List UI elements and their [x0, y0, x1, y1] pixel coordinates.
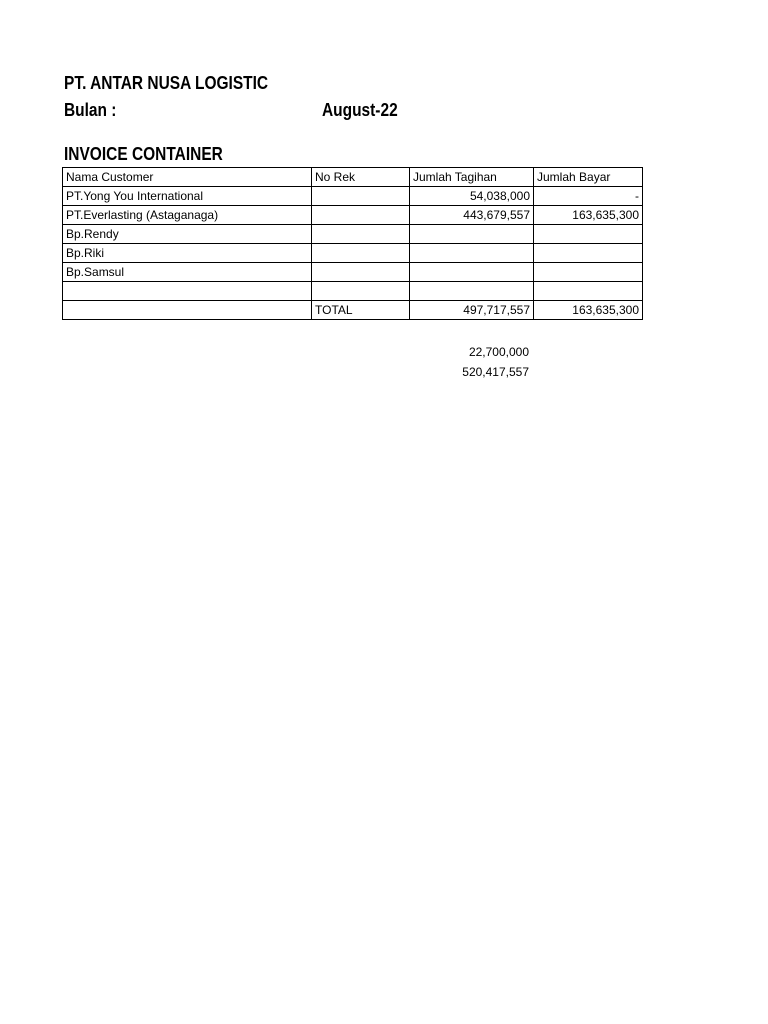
total-empty-cell	[63, 301, 312, 320]
jumlah-bayar-cell	[534, 244, 643, 263]
column-header-jumlah-bayar: Jumlah Bayar	[534, 168, 643, 187]
table-row	[63, 206, 643, 225]
total-label: TOTAL	[312, 301, 410, 320]
jumlah-bayar-cell	[534, 282, 643, 301]
total-row	[63, 301, 643, 320]
no-rek-cell	[312, 206, 410, 225]
table-row	[63, 263, 643, 282]
table-row	[63, 244, 643, 263]
table-header-row	[63, 168, 643, 187]
no-rek-cell	[312, 263, 410, 282]
month-value: August-22	[322, 100, 398, 120]
customer-name-cell: PT.Yong You International	[63, 187, 312, 206]
table-row	[63, 187, 643, 206]
company-name: PT. ANTAR NUSA LOGISTIC	[64, 73, 269, 93]
jumlah-bayar-cell	[534, 225, 643, 244]
jumlah-tagihan-cell	[410, 244, 534, 263]
no-rek-cell	[312, 244, 410, 263]
customer-name-cell: Bp.Riki	[63, 244, 312, 263]
total-jumlah-tagihan: 497,717,557	[410, 301, 534, 320]
column-header-nama-customer: Nama Customer	[63, 168, 312, 187]
customer-name-cell	[63, 282, 312, 301]
jumlah-tagihan-cell	[410, 225, 534, 244]
jumlah-bayar-cell: -	[534, 187, 643, 206]
no-rek-cell	[312, 187, 410, 206]
jumlah-tagihan-cell: 443,679,557	[410, 206, 534, 225]
total-jumlah-bayar: 163,635,300	[534, 301, 643, 320]
no-rek-cell	[312, 225, 410, 244]
customer-name-cell: Bp.Samsul	[63, 263, 312, 282]
table-row	[63, 282, 643, 301]
jumlah-tagihan-cell	[410, 263, 534, 282]
customer-name-cell: Bp.Rendy	[63, 225, 312, 244]
jumlah-bayar-cell: 163,635,300	[534, 206, 643, 225]
section-title: INVOICE CONTAINER	[64, 144, 223, 164]
extra-amount: 22,700,000	[468, 345, 529, 359]
invoice-table	[62, 167, 643, 320]
customer-name-cell: PT.Everlasting (Astaganaga)	[63, 206, 312, 225]
column-header-jumlah-tagihan: Jumlah Tagihan	[410, 168, 534, 187]
jumlah-tagihan-cell	[410, 282, 534, 301]
no-rek-cell	[312, 282, 410, 301]
month-label: Bulan :	[64, 100, 117, 120]
column-header-no-rek: No Rek	[312, 168, 410, 187]
jumlah-tagihan-cell: 54,038,000	[410, 187, 534, 206]
table-row	[63, 225, 643, 244]
jumlah-bayar-cell	[534, 263, 643, 282]
grand-total-amount: 520,417,557	[462, 365, 529, 379]
